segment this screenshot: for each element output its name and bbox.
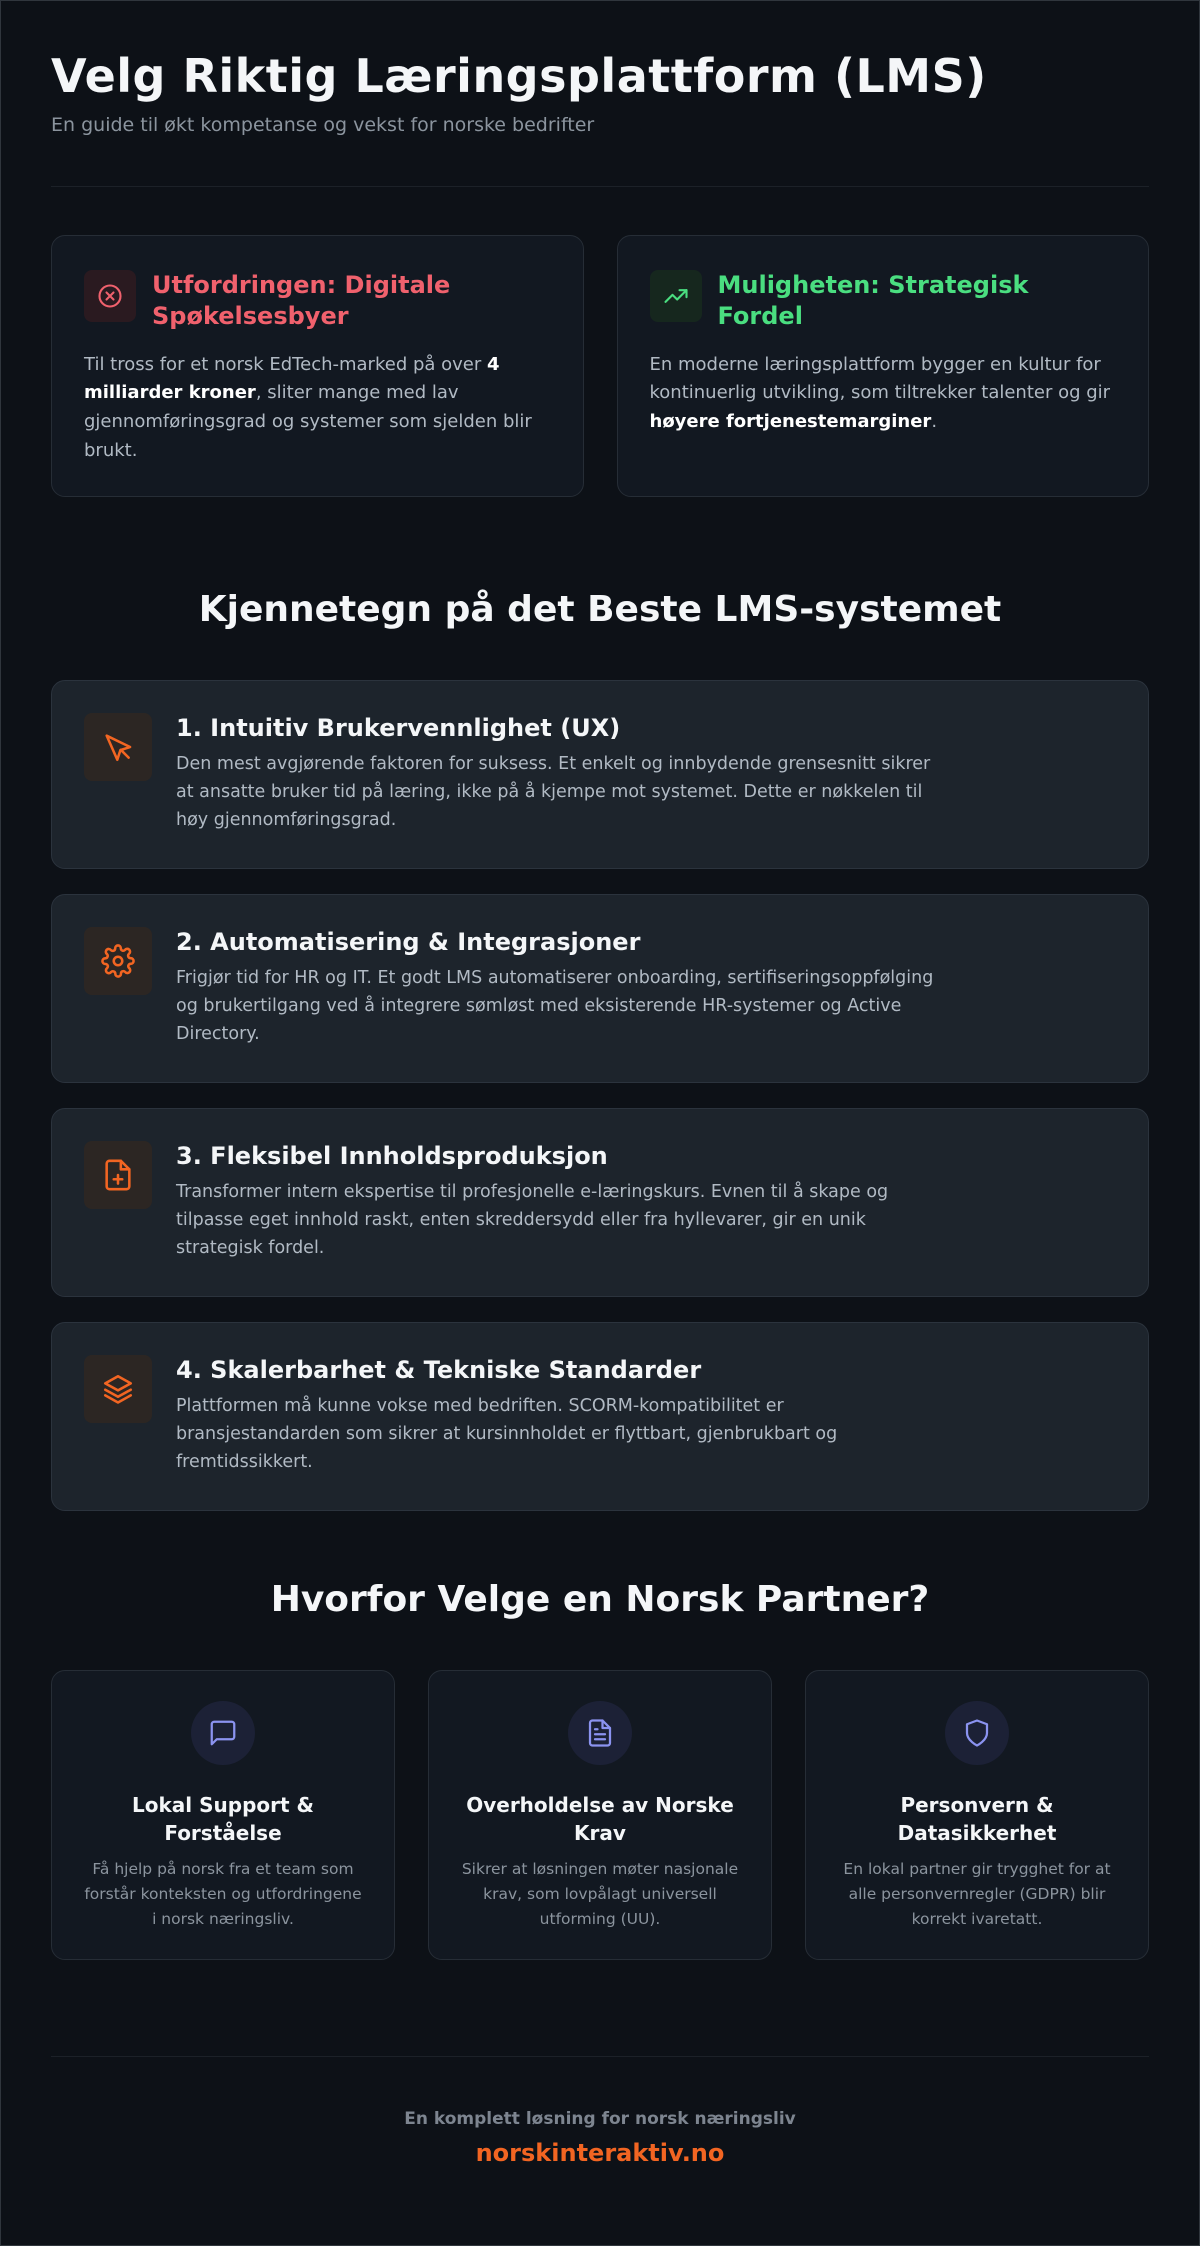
website-link[interactable]: norskinteraktiv.no [475, 2139, 725, 2168]
layers-icon [84, 1355, 152, 1423]
page-subtitle: En guide til økt kompetanse og vekst for norske bedrifter [51, 114, 595, 137]
circle-x-icon [84, 270, 136, 322]
challenge-title: Utfordringen: Digitale Spøkelsesbyer [152, 271, 451, 331]
partner-card-privacy [805, 1670, 1149, 1960]
challenge-highlight: 4 milliarder kroner [84, 353, 500, 404]
cursor-click-icon [84, 713, 152, 781]
opportunity-highlight: høyere fortjenestemarginer [649, 411, 932, 433]
partner-card-compliance [428, 1670, 772, 1960]
header [51, 1, 1149, 136]
challenge-card [51, 235, 584, 497]
partner-card-support [51, 1670, 395, 1960]
features-list [51, 680, 1149, 1511]
feature-title: 1. Intuitiv Brukervennlighet (UX) [176, 714, 621, 743]
partner-text: Sikrer at løsningen møter nasjonale krav, som lovpålagt universell utforming (UU). [461, 1860, 739, 1928]
challenge-text: Til tross for et norsk EdTech-marked på over 4 milliarder kroner, sliter mange med lav gjennomføringsgrad og systemer som sjelden blir brukt. [84, 353, 532, 461]
footer [51, 2057, 1149, 2167]
opportunity-text: En moderne læringsplattform bygger en kultur for kontinuerlig utvikling, som tiltrekker talenter og gir høyere fortjenestemarginer. [649, 353, 1111, 433]
chat-bubble-icon [191, 1701, 255, 1765]
feature-card-content [51, 1108, 1149, 1297]
features-heading: Kjennetegn på det Beste LMS-systemet [198, 589, 1002, 631]
partner-text: En lokal partner gir trygghet for at alle personvernregler (GDPR) blir korrekt ivaretatt. [843, 1860, 1111, 1928]
feature-text: Transformer intern ekspertise til profesjonelle e-læringskurs. Evnen til å skape og tilpasse eget innhold raskt, enten skreddersydd eller fra hyllevarer, gir en unik strategisk fordel. [176, 1182, 889, 1259]
intro-cards [51, 235, 1149, 497]
feature-title: 2. Automatisering & Integrasjoner [176, 928, 641, 957]
partner-title: Overholdelse av Norske Krav [466, 1793, 734, 1846]
partner-cards [51, 1670, 1149, 1960]
feature-card-scalability [51, 1322, 1149, 1511]
page-title: Velg Riktig Læringsplattform (LMS) [51, 49, 987, 103]
gear-icon [84, 927, 152, 995]
partner-title: Personvern & Datasikkerhet [897, 1793, 1057, 1846]
partner-heading: Hvorfor Velge en Norsk Partner? [270, 1579, 930, 1621]
opportunity-title: Muligheten: Strategisk Fordel [717, 271, 1029, 331]
trending-up-icon [650, 270, 702, 322]
feature-text: Plattformen må kunne vokse med bedriften. SCORM-kompatibilitet er bransjestandarden som sikrer at kursinnholdet er flyttbart, gjenbrukbart og fremtidssikkert. [176, 1396, 838, 1473]
feature-text: Frigjør tid for HR og IT. Et godt LMS automatiserer onboarding, sertifiseringsoppfølging og brukertilgang ved å integrere sømløst med eksisterende HR-systemer og Active Directory. [176, 968, 934, 1045]
feature-title: 3. Fleksibel Innholdsproduksjon [176, 1142, 608, 1171]
shield-icon [945, 1701, 1009, 1765]
feature-card-ux [51, 680, 1149, 869]
header-divider [51, 186, 1149, 187]
partner-text: Få hjelp på norsk fra et team som forstår konteksten og utfordringene i norsk næringsliv. [84, 1860, 362, 1928]
feature-text: Den mest avgjørende faktoren for suksess. Et enkelt og innbydende grensesnitt sikrer at ansatte bruker tid på læring, ikke på å kjempe mot systemet. Dette er nøkkelen til høy gjennomføringsgrad. [176, 754, 931, 831]
opportunity-card [617, 235, 1150, 497]
feature-card-automation [51, 894, 1149, 1083]
file-plus-icon [84, 1141, 152, 1209]
footer-tagline: En komplett løsning for norsk næringsliv [404, 2109, 796, 2130]
document-icon [568, 1701, 632, 1765]
feature-title: 4. Skalerbarhet & Tekniske Standarder [176, 1356, 702, 1385]
partner-title: Lokal Support & Forståelse [132, 1793, 314, 1846]
